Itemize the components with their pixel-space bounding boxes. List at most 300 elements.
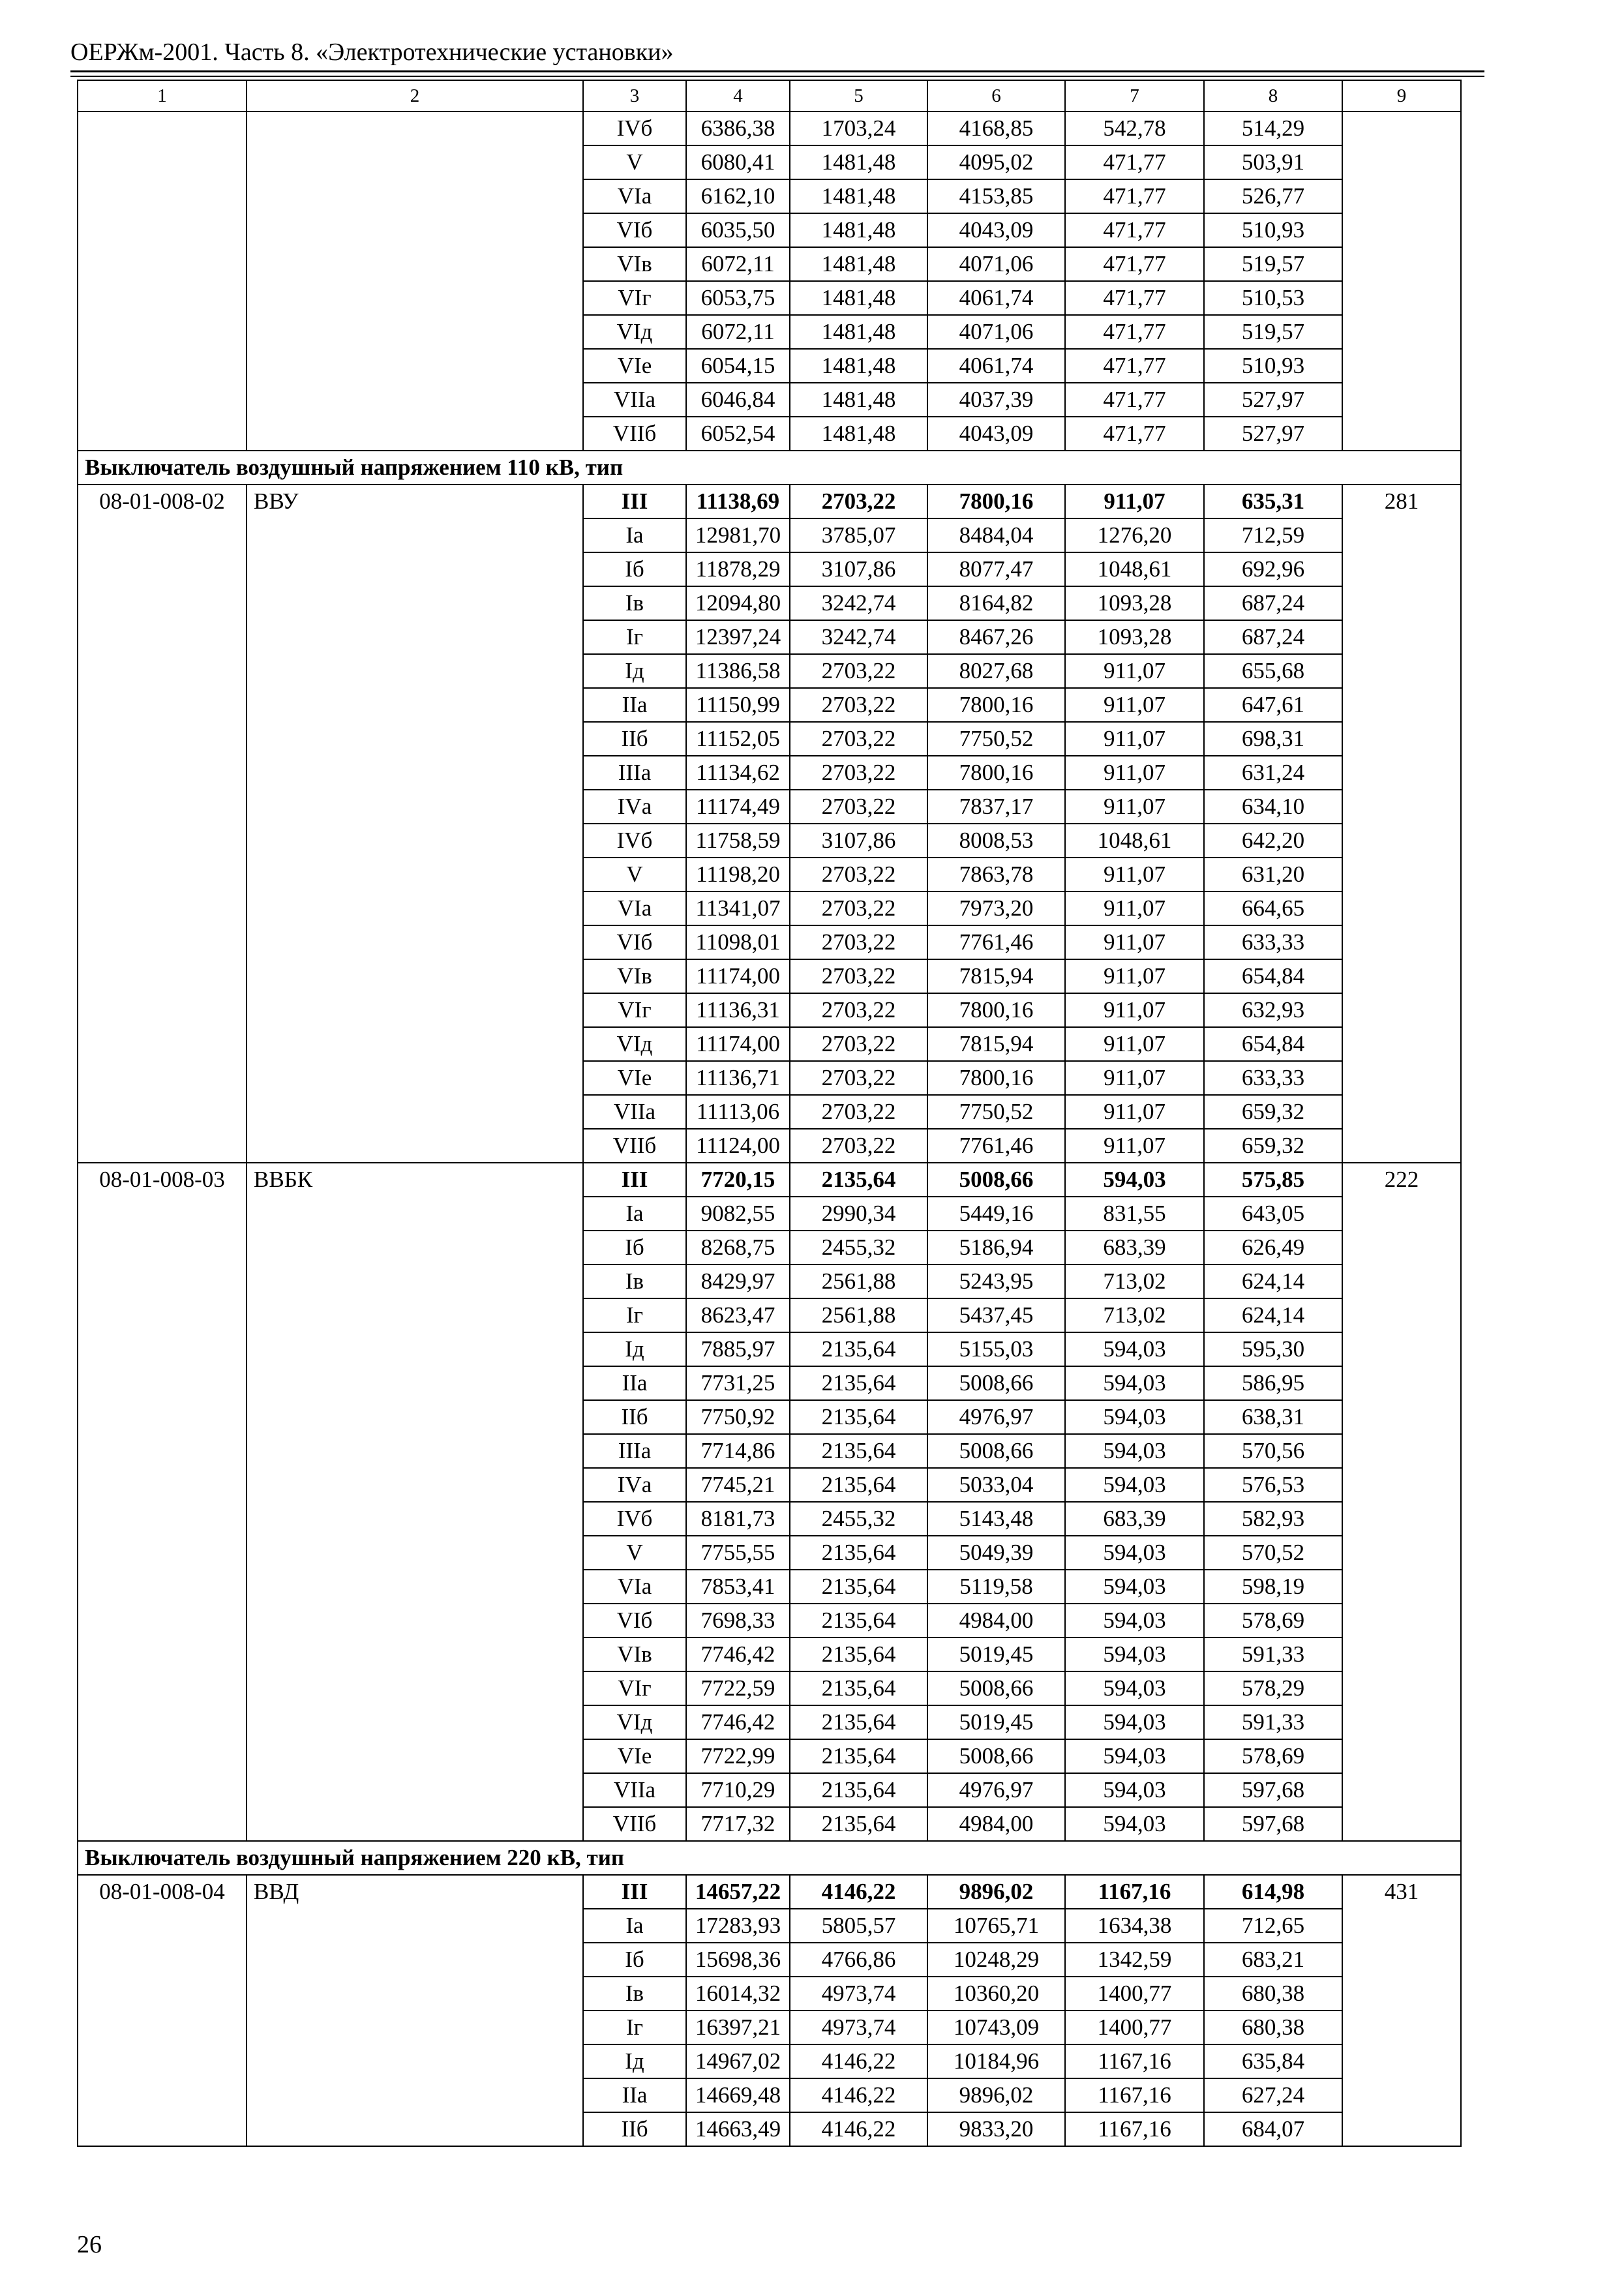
value-cell: 5008,66 [927,1739,1065,1773]
item-name [247,112,583,145]
value-cell: 471,77 [1065,315,1204,349]
value-cell: 8484,04 [927,518,1065,552]
zone-cell: IIIа [583,1434,686,1468]
table-row [78,383,1461,417]
item-col9-cell [1342,959,1461,993]
value-cell: 14657,22 [686,1875,790,1909]
item-col9-cell [1342,2011,1461,2044]
item-col9-cell [1342,315,1461,349]
item-name-cell [247,824,583,858]
zone-cell: VIд [583,315,686,349]
table-row [78,1163,1461,1197]
table-row [78,2112,1461,2146]
value-cell: 647,61 [1204,688,1342,722]
value-cell: 1481,48 [790,213,927,247]
value-cell: 4976,97 [927,1400,1065,1434]
value-cell: 1400,77 [1065,2011,1204,2044]
value-cell: 635,31 [1204,485,1342,518]
value-cell: 831,55 [1065,1197,1204,1231]
value-cell: 10248,29 [927,1943,1065,1977]
item-name-cell [247,993,583,1027]
value-cell: 9896,02 [927,2078,1065,2112]
value-cell: 7746,42 [686,1705,790,1739]
value-cell: 8181,73 [686,1502,790,1536]
value-cell: 11138,69 [686,485,790,518]
page-number: 26 [77,2231,102,2258]
item-code-cell [78,315,247,349]
value-cell: 1093,28 [1065,620,1204,654]
item-col9-cell [1342,349,1461,383]
item-code-cell [78,1366,247,1400]
item-name-cell [247,1807,583,1841]
value-cell: 911,07 [1065,925,1204,959]
item-col9-cell [1342,756,1461,790]
item-name-cell [247,1570,583,1604]
table-row [78,247,1461,281]
value-cell: 4061,74 [927,349,1065,383]
value-cell: 635,84 [1204,2044,1342,2078]
value-cell: 4153,85 [927,179,1065,213]
item-col9-cell [1342,858,1461,891]
value-cell: 7745,21 [686,1468,790,1502]
item-code-cell [78,1739,247,1773]
item-col9-cell [1342,1739,1461,1773]
item-code-cell [78,1773,247,1807]
value-cell: 7698,33 [686,1604,790,1638]
value-cell: 471,77 [1065,349,1204,383]
item-name-cell [247,1400,583,1434]
item-code-cell [78,552,247,586]
value-cell: 7722,99 [686,1739,790,1773]
item-code: 08-01-008-03 [78,1163,247,1197]
item-code-cell [78,993,247,1027]
value-cell: 911,07 [1065,891,1204,925]
value-cell: 654,84 [1204,959,1342,993]
item-col9-cell [1342,1943,1461,1977]
column-header: 4 [686,80,790,112]
value-cell: 2703,22 [790,485,927,518]
value-cell: 713,02 [1065,1264,1204,1298]
value-cell: 1167,16 [1065,2044,1204,2078]
item-name-cell [247,756,583,790]
zone-cell: Iв [583,1977,686,2011]
value-cell: 471,77 [1065,383,1204,417]
value-cell: 5805,57 [790,1909,927,1943]
value-cell: 4146,22 [790,2044,927,2078]
value-cell: 911,07 [1065,1095,1204,1129]
item-col9-cell [1342,1502,1461,1536]
item-name-cell [247,417,583,451]
column-header: 8 [1204,80,1342,112]
value-cell: 5437,45 [927,1298,1065,1332]
item-col9-cell [1342,2078,1461,2112]
item-name-cell [247,1536,583,1570]
value-cell: 911,07 [1065,1061,1204,1095]
value-cell: 626,49 [1204,1231,1342,1264]
value-cell: 471,77 [1065,145,1204,179]
item-col9 [1342,112,1461,145]
zone-cell: VIб [583,213,686,247]
zone-cell: Iг [583,620,686,654]
item-code-cell [78,654,247,688]
value-cell: 634,10 [1204,790,1342,824]
value-cell: 683,39 [1065,1502,1204,1536]
value-cell: 631,20 [1204,858,1342,891]
value-cell: 911,07 [1065,858,1204,891]
item-code-cell [78,1604,247,1638]
value-cell: 1481,48 [790,247,927,281]
item-name: ВВД [247,1875,583,1909]
value-cell: 578,69 [1204,1604,1342,1638]
value-cell: 17283,93 [686,1909,790,1943]
item-name-cell [247,1909,583,1943]
value-cell: 11134,62 [686,756,790,790]
value-cell: 11174,49 [686,790,790,824]
table-row [78,620,1461,654]
zone-cell: VIд [583,1705,686,1739]
zone-cell: Iд [583,1332,686,1366]
value-cell: 911,07 [1065,688,1204,722]
value-cell: 519,57 [1204,315,1342,349]
value-cell: 659,32 [1204,1129,1342,1163]
value-cell: 597,68 [1204,1773,1342,1807]
value-cell: 8077,47 [927,552,1065,586]
table-row [78,1570,1461,1604]
zone-cell: Iа [583,1909,686,1943]
item-code-cell [78,1943,247,1977]
value-cell: 4146,22 [790,2112,927,2146]
value-cell: 594,03 [1065,1739,1204,1773]
zone-cell: III [583,485,686,518]
item-name-cell [247,1298,583,1332]
table-row [78,2078,1461,2112]
value-cell: 12981,70 [686,518,790,552]
value-cell: 643,05 [1204,1197,1342,1231]
table-row [78,1264,1461,1298]
value-cell: 2135,64 [790,1434,927,1468]
value-cell: 911,07 [1065,993,1204,1027]
value-cell: 2135,64 [790,1570,927,1604]
page-header-title: ОЕРЖм-2001. Часть 8. «Электротехнические установки» [70,38,674,66]
value-cell: 1481,48 [790,281,927,315]
value-cell: 2455,32 [790,1231,927,1264]
item-col9-cell [1342,1638,1461,1671]
zone-cell: VIв [583,247,686,281]
value-cell: 5019,45 [927,1705,1065,1739]
item-code-cell [78,1434,247,1468]
zone-cell: VIе [583,1739,686,1773]
item-col9-cell [1342,1197,1461,1231]
zone-cell: VIIа [583,1773,686,1807]
zone-cell: VIв [583,959,686,993]
value-cell: 6386,38 [686,112,790,145]
value-cell: 2135,64 [790,1739,927,1773]
item-col9-cell [1342,179,1461,213]
value-cell: 4973,74 [790,1977,927,2011]
value-cell: 527,97 [1204,383,1342,417]
item-col9-cell [1342,1264,1461,1298]
item-code-cell [78,1977,247,2011]
item-col9: 281 [1342,485,1461,518]
value-cell: 7750,52 [927,1095,1065,1129]
item-name-cell [247,1638,583,1671]
item-name-cell [247,2078,583,2112]
zone-cell: Iд [583,2044,686,2078]
zone-cell: Iд [583,654,686,688]
zone-cell: Iб [583,1231,686,1264]
value-cell: 911,07 [1065,1027,1204,1061]
value-cell: 9082,55 [686,1197,790,1231]
value-cell: 713,02 [1065,1298,1204,1332]
item-name-cell [247,891,583,925]
value-cell: 595,30 [1204,1332,1342,1366]
item-code-cell [78,824,247,858]
value-cell: 8008,53 [927,824,1065,858]
table-row [78,1943,1461,1977]
value-cell: 1481,48 [790,349,927,383]
column-header: 5 [790,80,927,112]
value-cell: 911,07 [1065,722,1204,756]
zone-cell: IIб [583,1400,686,1434]
table-row [78,1773,1461,1807]
item-name-cell [247,790,583,824]
table-row [78,1536,1461,1570]
table-row [78,2011,1461,2044]
item-code-cell [78,1536,247,1570]
value-cell: 16397,21 [686,2011,790,2044]
table-row [78,1909,1461,1943]
value-cell: 2561,88 [790,1264,927,1298]
value-cell: 14967,02 [686,2044,790,2078]
value-cell: 5033,04 [927,1468,1065,1502]
item-col9-cell [1342,1536,1461,1570]
item-col9-cell [1342,1366,1461,1400]
value-cell: 2455,32 [790,1502,927,1536]
item-name-cell [247,315,583,349]
value-cell: 510,53 [1204,281,1342,315]
value-cell: 4043,09 [927,213,1065,247]
item-code-cell [78,518,247,552]
zone-cell: IIIа [583,756,686,790]
value-cell: 4071,06 [927,247,1065,281]
value-cell: 911,07 [1065,790,1204,824]
value-cell: 594,03 [1065,1773,1204,1807]
item-name-cell [247,1468,583,1502]
table-row [78,858,1461,891]
value-cell: 2703,22 [790,959,927,993]
value-cell: 659,32 [1204,1095,1342,1129]
item-code-cell [78,790,247,824]
item-code: 08-01-008-04 [78,1875,247,1909]
value-cell: 692,96 [1204,552,1342,586]
value-cell: 680,38 [1204,2011,1342,2044]
item-code-cell [78,417,247,451]
table-row [78,925,1461,959]
value-cell: 6046,84 [686,383,790,417]
value-cell: 631,24 [1204,756,1342,790]
value-cell: 655,68 [1204,654,1342,688]
item-name: ВВУ [247,485,583,518]
value-cell: 2990,34 [790,1197,927,1231]
zone-cell: IVб [583,112,686,145]
item-col9-cell [1342,417,1461,451]
item-code-cell [78,858,247,891]
table-row [78,1400,1461,1434]
value-cell: 4766,86 [790,1943,927,1977]
item-code-cell [78,620,247,654]
item-col9: 431 [1342,1875,1461,1909]
value-cell: 594,03 [1065,1400,1204,1434]
value-cell: 1481,48 [790,383,927,417]
value-cell: 5019,45 [927,1638,1065,1671]
item-code-cell [78,1061,247,1095]
item-name-cell [247,1129,583,1163]
item-col9-cell [1342,1468,1461,1502]
value-cell: 7815,94 [927,959,1065,993]
value-cell: 7755,55 [686,1536,790,1570]
value-cell: 2135,64 [790,1705,927,1739]
value-cell: 1481,48 [790,179,927,213]
value-cell: 10743,09 [927,2011,1065,2044]
value-cell: 5186,94 [927,1231,1065,1264]
item-code-cell [78,1909,247,1943]
value-cell: 11878,29 [686,552,790,586]
item-name-cell [247,1061,583,1095]
value-cell: 15698,36 [686,1943,790,1977]
item-code-cell [78,1468,247,1502]
value-cell: 2703,22 [790,925,927,959]
value-cell: 1167,16 [1065,2112,1204,2146]
value-cell: 911,07 [1065,1129,1204,1163]
zone-cell: Iг [583,1298,686,1332]
value-cell: 519,57 [1204,247,1342,281]
value-cell: 471,77 [1065,179,1204,213]
table-row [78,756,1461,790]
value-cell: 4095,02 [927,145,1065,179]
table-row [78,1129,1461,1163]
value-cell: 7710,29 [686,1773,790,1807]
item-name-cell [247,247,583,281]
item-name-cell [247,383,583,417]
value-cell: 594,03 [1065,1570,1204,1604]
table-body [78,80,1461,2146]
value-cell: 2703,22 [790,891,927,925]
section-row [78,1841,1461,1875]
value-cell: 594,03 [1065,1163,1204,1197]
item-name-cell [247,552,583,586]
value-cell: 526,77 [1204,179,1342,213]
zone-cell: V [583,858,686,891]
item-name-cell [247,1095,583,1129]
value-cell: 2135,64 [790,1400,927,1434]
value-cell: 7750,92 [686,1400,790,1434]
value-cell: 11386,58 [686,654,790,688]
value-cell: 6080,41 [686,145,790,179]
value-cell: 12397,24 [686,620,790,654]
value-cell: 2561,88 [790,1298,927,1332]
value-cell: 4071,06 [927,315,1065,349]
item-code-cell [78,383,247,417]
value-cell: 3242,74 [790,586,927,620]
value-cell: 633,33 [1204,1061,1342,1095]
value-cell: 471,77 [1065,247,1204,281]
value-cell: 1048,61 [1065,552,1204,586]
value-cell: 2135,64 [790,1366,927,1400]
value-cell: 9833,20 [927,2112,1065,2146]
item-name-cell [247,1773,583,1807]
zone-cell: VIIб [583,1129,686,1163]
item-name-cell [247,1502,583,1536]
value-cell: 2703,22 [790,722,927,756]
zone-cell: VIа [583,1570,686,1604]
item-col9-cell [1342,1773,1461,1807]
table-row [78,1671,1461,1705]
value-cell: 4984,00 [927,1604,1065,1638]
value-cell: 5155,03 [927,1332,1065,1366]
value-cell: 624,14 [1204,1264,1342,1298]
value-cell: 654,84 [1204,1027,1342,1061]
value-cell: 7800,16 [927,1061,1065,1095]
value-cell: 6054,15 [686,349,790,383]
item-col9-cell [1342,1231,1461,1264]
table-row [78,485,1461,518]
value-cell: 2703,22 [790,790,927,824]
item-name-cell [247,213,583,247]
zone-cell: IIа [583,1366,686,1400]
zone-cell: IVб [583,824,686,858]
item-name-cell [247,1264,583,1298]
value-cell: 594,03 [1065,1366,1204,1400]
zone-cell: IIа [583,688,686,722]
item-name-cell [247,688,583,722]
zone-cell: VIб [583,925,686,959]
value-cell: 4976,97 [927,1773,1065,1807]
value-cell: 684,07 [1204,2112,1342,2146]
value-cell: 14663,49 [686,2112,790,2146]
table-row [78,1604,1461,1638]
value-cell: 4061,74 [927,281,1065,315]
zone-cell: VIв [583,1638,686,1671]
price-table [77,80,1462,2147]
column-header: 9 [1342,80,1461,112]
item-name-cell [247,179,583,213]
item-name-cell [247,1739,583,1773]
value-cell: 4043,09 [927,417,1065,451]
item-code-cell [78,2011,247,2044]
value-cell: 7837,17 [927,790,1065,824]
value-cell: 3107,86 [790,552,927,586]
item-col9-cell [1342,1061,1461,1095]
zone-cell: Iб [583,552,686,586]
value-cell: 632,93 [1204,993,1342,1027]
table-row [78,1468,1461,1502]
value-cell: 7800,16 [927,688,1065,722]
value-cell: 638,31 [1204,1400,1342,1434]
item-col9-cell [1342,1570,1461,1604]
value-cell: 576,53 [1204,1468,1342,1502]
value-cell: 1481,48 [790,417,927,451]
item-name-cell [247,620,583,654]
zone-cell: VIд [583,1027,686,1061]
value-cell: 578,69 [1204,1739,1342,1773]
value-cell: 10184,96 [927,2044,1065,2078]
item-col9-cell [1342,993,1461,1027]
table-row [78,145,1461,179]
table-row [78,349,1461,383]
value-cell: 2703,22 [790,688,927,722]
value-cell: 7746,42 [686,1638,790,1671]
table-row [78,518,1461,552]
